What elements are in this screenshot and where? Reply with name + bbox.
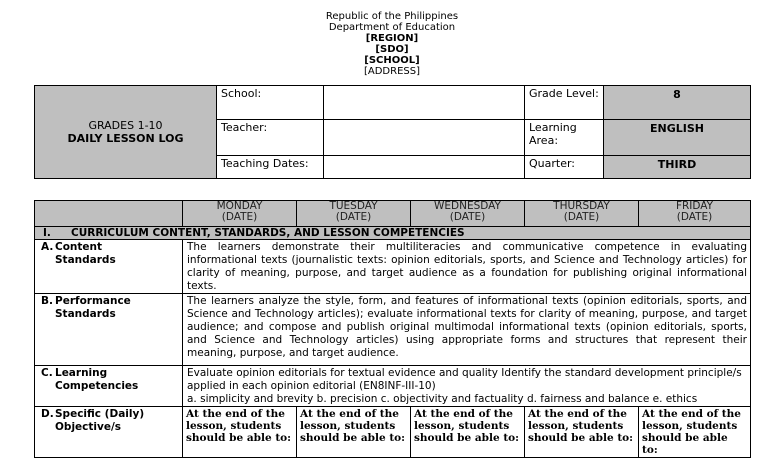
- performance-standards-label: [35, 294, 183, 366]
- document-header: [0, 11, 784, 77]
- quarter-label: Quarter:: [525, 156, 604, 179]
- day-date: (DATE): [221, 211, 258, 223]
- region-line: [REGION]: [365, 33, 419, 44]
- row-letter: B.: [41, 295, 53, 307]
- day-date: (DATE): [335, 211, 372, 223]
- day-header-friday: [639, 201, 751, 227]
- competency-principles: a. simplicity and brevity b. precision c. objectivity and factuality d. fairness and balance e. ethics: [187, 393, 698, 405]
- day-name: MONDAY: [216, 200, 263, 212]
- grade-level-label: Grade Level:: [525, 86, 604, 120]
- objective-tuesday[interactable]: At the end of the lesson, students should be able to:: [297, 407, 411, 458]
- teaching-dates-value[interactable]: [324, 156, 525, 179]
- address-line: [ADDRESS]: [363, 66, 420, 77]
- info-table: [34, 85, 751, 179]
- day-date: (DATE): [449, 211, 486, 223]
- daily-lesson-log-title: DAILY LESSON LOG: [67, 132, 184, 145]
- row-letter: D.: [41, 408, 54, 420]
- day-name: FRIDAY: [675, 200, 714, 212]
- school-label: School:: [217, 86, 324, 120]
- row-letter: C.: [41, 367, 53, 379]
- teaching-dates-label: Teaching Dates:: [217, 156, 324, 179]
- objective-thursday[interactable]: At the end of the lesson, students should be able to:: [525, 407, 639, 458]
- objective-monday[interactable]: At the end of the lesson, students should be able to:: [183, 407, 297, 458]
- content-standards-label: [35, 240, 183, 294]
- specific-objectives-label: [35, 407, 183, 458]
- day-header-monday: [183, 201, 297, 227]
- quarter-value[interactable]: THIRD: [604, 156, 751, 179]
- section-title: CURRICULUM CONTENT, STANDARDS, AND LESSON COMPETENCIES: [71, 227, 465, 239]
- department-line: Department of Education: [328, 22, 456, 33]
- day-header-thursday: [525, 201, 639, 227]
- school-line: [SCHOOL]: [364, 55, 420, 66]
- lesson-log-table: [34, 200, 751, 458]
- grades-cell: [35, 86, 217, 179]
- day-date: (DATE): [676, 211, 713, 223]
- objective-wednesday[interactable]: At the end of the lesson, students should be able to:: [411, 407, 525, 458]
- row-title: Content Standards: [55, 241, 116, 266]
- row-title: Specific (Daily) Objective/s: [55, 408, 145, 433]
- grades-label: GRADES 1-10: [88, 119, 163, 132]
- day-date: (DATE): [563, 211, 600, 223]
- day-name: TUESDAY: [329, 200, 378, 212]
- competency-statement: Evaluate opinion editorials for textual evidence and quality Identify the standard development principle/s applied in each opinion editorial (EN8INF-III-10): [187, 367, 742, 392]
- day-name: THURSDAY: [553, 200, 610, 212]
- school-value[interactable]: [324, 86, 525, 120]
- sdo-line: [SDO]: [375, 44, 409, 55]
- objective-friday[interactable]: At the end of the lesson, students should be able to:: [639, 407, 751, 458]
- republic-line: Republic of the Philippines: [325, 11, 459, 22]
- content-standards-text: The learners demonstrate their multiliteracies and communicative competence in evaluating informational texts (journalistic texts: opinion editorials, sports, and Science and Technology articles) for clarity of meaning, purpose, and target audience as a foundation for publishing original informational texts.: [183, 240, 751, 294]
- performance-standards-text: The learners analyze the style, form, and features of informational texts (opinion editorials, sports, and Science and Technology articles); evaluate informational texts for clarity of meaning, purpose, and target audience; and compose and publish original multimodal informational texts (opinion editorials, sports, and Science and Technology articles) using appropriate forms and structures that represent their meaning, purpose, and target audience.: [183, 294, 751, 366]
- section-header-curriculum: [35, 227, 751, 240]
- row-title: Learning Competencies: [55, 367, 139, 392]
- day-name: WEDNESDAY: [434, 200, 501, 212]
- learning-area-label: Learning Area:: [525, 120, 604, 156]
- section-number: I.: [43, 227, 51, 239]
- day-header-wednesday: [411, 201, 525, 227]
- row-title: Performance Standards: [55, 295, 131, 320]
- teacher-value[interactable]: [324, 120, 525, 156]
- teacher-label: Teacher:: [217, 120, 324, 156]
- learning-area-value[interactable]: ENGLISH: [604, 120, 751, 156]
- row-letter: A.: [41, 241, 54, 253]
- day-header-tuesday: [297, 201, 411, 227]
- grade-level-value[interactable]: 8: [604, 86, 751, 120]
- learning-competencies-text: [183, 366, 751, 407]
- learning-competencies-label: [35, 366, 183, 407]
- blank-header-cell: [35, 201, 183, 227]
